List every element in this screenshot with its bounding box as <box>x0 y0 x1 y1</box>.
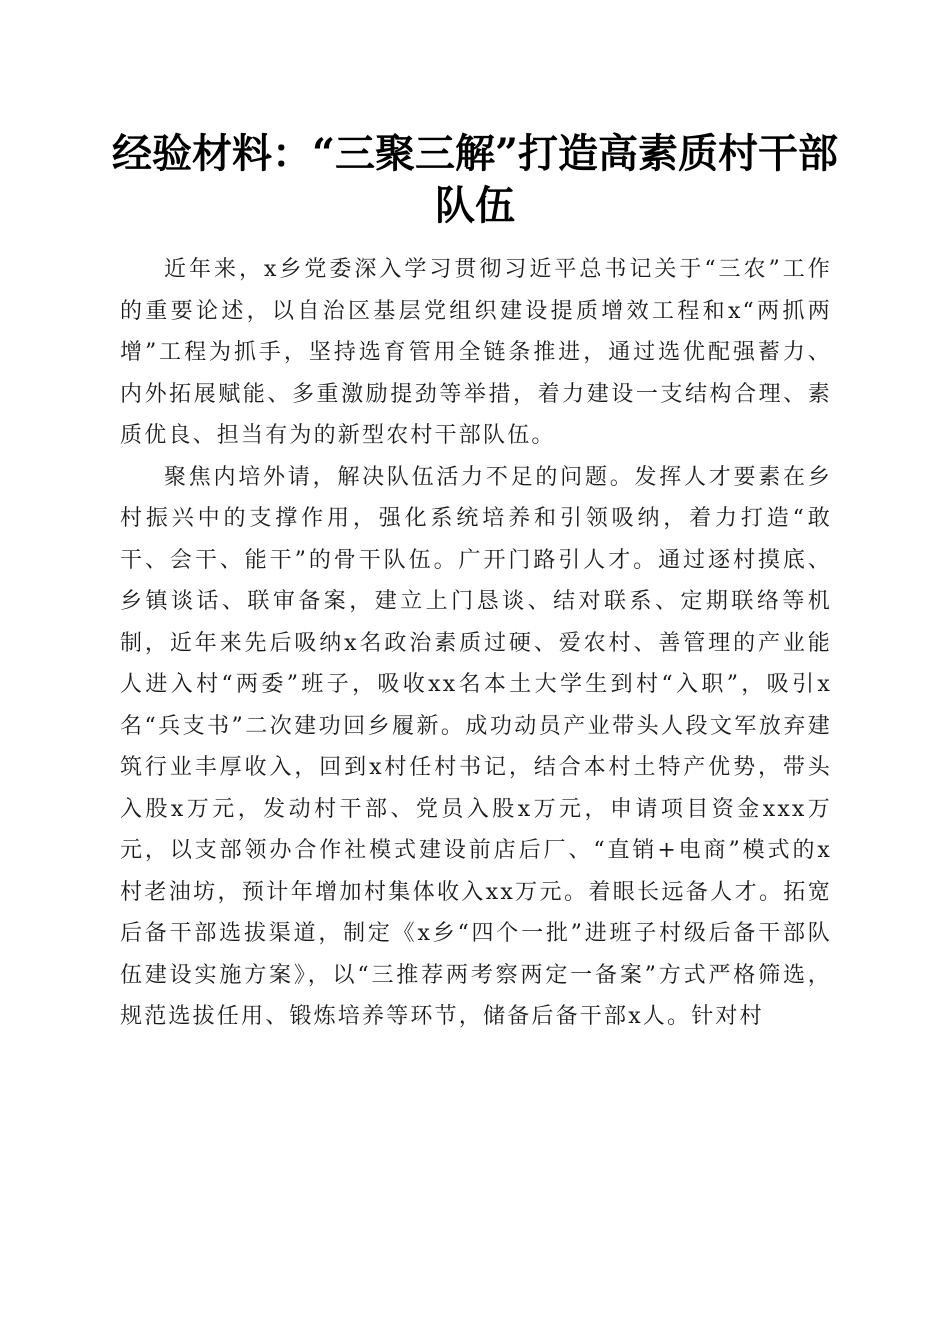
paragraph-section-1: 聚焦内培外请，解决队伍活力不足的问题。发挥人才要素在乡村振兴中的支撑作用，强化系统培养和引领吸纳，着力打造“敢干、会干、能干”的骨干队伍。广开门路引人才。通过逐村摸底、乡镇谈话、联审备案，建立上门恳谈、结对联系、定期联络等机制，近年来先后吸纳x名政治素质过硬、爱农村、善管理的产业能人进入村“两委”班子，吸收xx名本土大学生到村“入职”，吸引x名“兵支书”二次建功回乡履新。成功动员产业带头人段文军放弃建筑行业丰厚收入，回到x村任村书记，结合本村土特产优势，带头入股x万元，发动村干部、党员入股x万元，申请项目资金xxx万元，以支部领办合作社模式建设前店后厂、“直销+电商”模式的x村老油坊，预计年增加村集体收入xx万元。着眼长远备人才。拓宽后备干部选拔渠道，制定《x乡“四个一批”进班子村级后备干部队伍建设实施方案》，以“三推荐两考察两定一备案”方式严格筛选，规范选拔任用、锻炼培养等环节，储备后备干部x人。针对村 <box>120 464 832 1029</box>
paragraph-intro: 近年来，x乡党委深入学习贯彻习近平总书记关于“三农”工作的重要论述，以自治区基层党组织建设提质增效工程和x“两抓两增”工程为抓手，坚持选育管用全链条推进，通过选优配强蓄力、内外拓展赋能、多重激励提劲等举措，着力建设一支结构合理、素质优良、担当有为的新型农村干部队伍。 <box>120 257 832 448</box>
document-body <box>120 249 832 1038</box>
document-title: 经验材料：“三聚三解”打造高素质村干部队伍 <box>111 130 838 229</box>
